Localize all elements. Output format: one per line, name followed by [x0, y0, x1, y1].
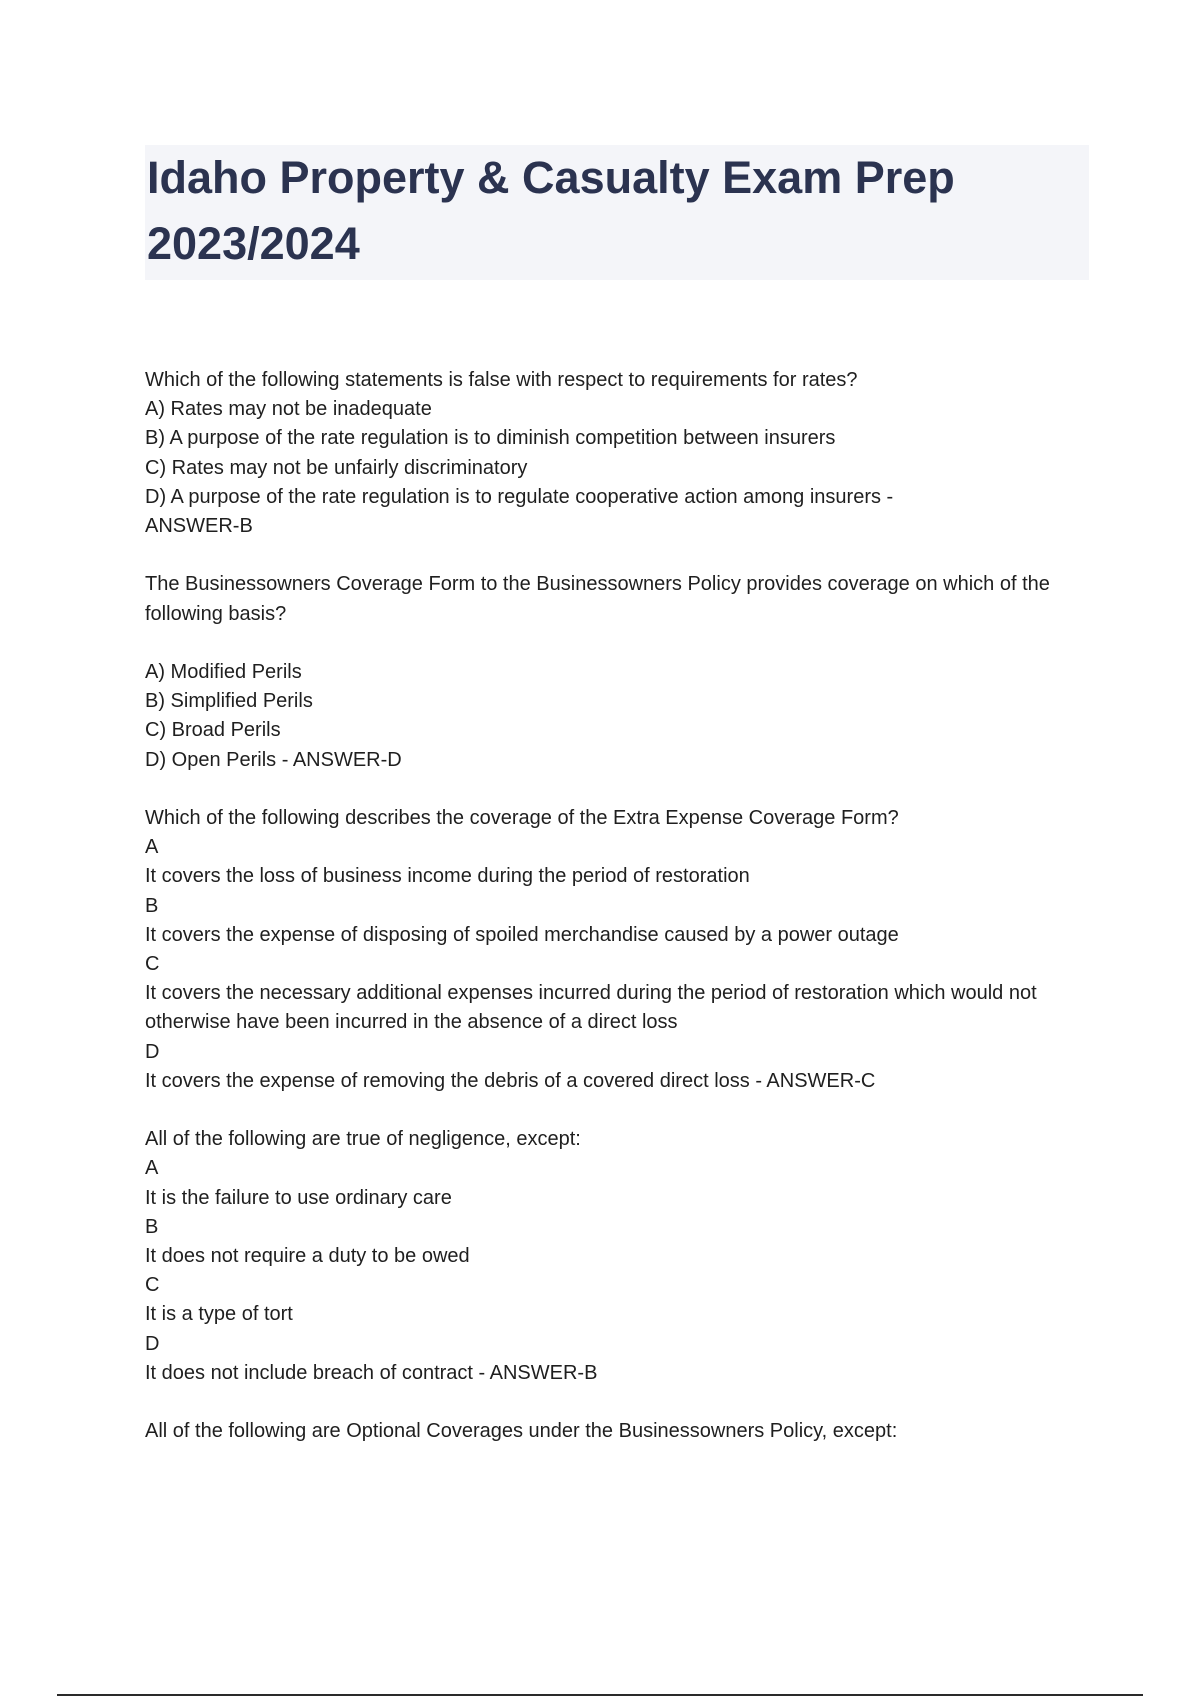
- spacer: [145, 1388, 1095, 1417]
- question-1: [145, 366, 1095, 541]
- question-text: Which of the following describes the coverage of the Extra Expense Coverage Form?: [145, 807, 899, 829]
- spacer: [145, 775, 1095, 804]
- answer-option: C) Broad Perils: [145, 719, 281, 742]
- question-4: [145, 1125, 1095, 1388]
- answer-option: D) A purpose of the rate regulation is to regulate cooperative action among insurers -: [145, 485, 894, 508]
- answer-option: B) A purpose of the rate regulation is to diminish competition between insurers: [145, 427, 836, 450]
- question-5: [145, 1417, 1095, 1446]
- spacer: [145, 541, 1095, 570]
- option-text: It does not require a duty to be owed: [145, 1245, 470, 1268]
- option-text: It is a type of tort: [145, 1303, 293, 1326]
- option-letter: C: [145, 1274, 160, 1297]
- title-banner: [145, 145, 1089, 280]
- option-letter: D: [145, 1040, 160, 1063]
- question-text: All of the following are Optional Coverages under the Businessowners Policy, except:: [145, 1420, 898, 1443]
- option-text: It is the failure to use ordinary care: [145, 1186, 452, 1209]
- option-letter: A: [145, 1157, 159, 1180]
- option-letter: B: [145, 894, 159, 917]
- question-list: [145, 366, 1095, 1446]
- option-text: It does not include breach of contract - ANSWER-B: [145, 1361, 598, 1384]
- document-title: [147, 145, 1089, 277]
- option-letter: C: [145, 953, 160, 976]
- answer-key: ANSWER-B: [145, 515, 253, 538]
- option-letter: B: [145, 1215, 159, 1238]
- question-text: All of the following are true of negligence, except:: [145, 1128, 581, 1151]
- answer-option: D) Open Perils - ANSWER-D: [145, 748, 402, 771]
- option-letter: D: [145, 1332, 160, 1355]
- question-text: The Businessowners Coverage Form to the Businessowners Policy provides coverage on which of the following basis?: [145, 573, 1050, 625]
- option-text: It covers the expense of removing the debris of a covered direct loss - ANSWER-C: [145, 1069, 876, 1092]
- answer-option: C) Rates may not be unfairly discriminatory: [145, 456, 528, 479]
- spacer: [145, 1096, 1095, 1125]
- question-text: Which of the following statements is false with respect to requirements for rates?: [145, 369, 858, 391]
- answer-option: A) Rates may not be inadequate: [145, 398, 432, 421]
- page-bottom-rule: [57, 1694, 1143, 1696]
- question-2: [145, 570, 1095, 774]
- answer-option: A) Modified Perils: [145, 661, 302, 683]
- title-line-2: 2023/2024: [147, 218, 360, 269]
- spacer: [145, 629, 1095, 658]
- answer-option: B) Simplified Perils: [145, 690, 313, 713]
- title-line-1: Idaho Property & Casualty Exam Prep: [147, 152, 955, 203]
- option-text: It covers the loss of business income during the period of restoration: [145, 865, 750, 888]
- question-3: [145, 804, 1095, 1096]
- option-text: It covers the necessary additional expenses incurred during the period of restoration which would not otherwise have been incurred in the absence of a direct loss: [145, 982, 1037, 1034]
- option-text: It covers the expense of disposing of spoiled merchandise caused by a power outage: [145, 923, 899, 946]
- option-letter: A: [145, 836, 159, 859]
